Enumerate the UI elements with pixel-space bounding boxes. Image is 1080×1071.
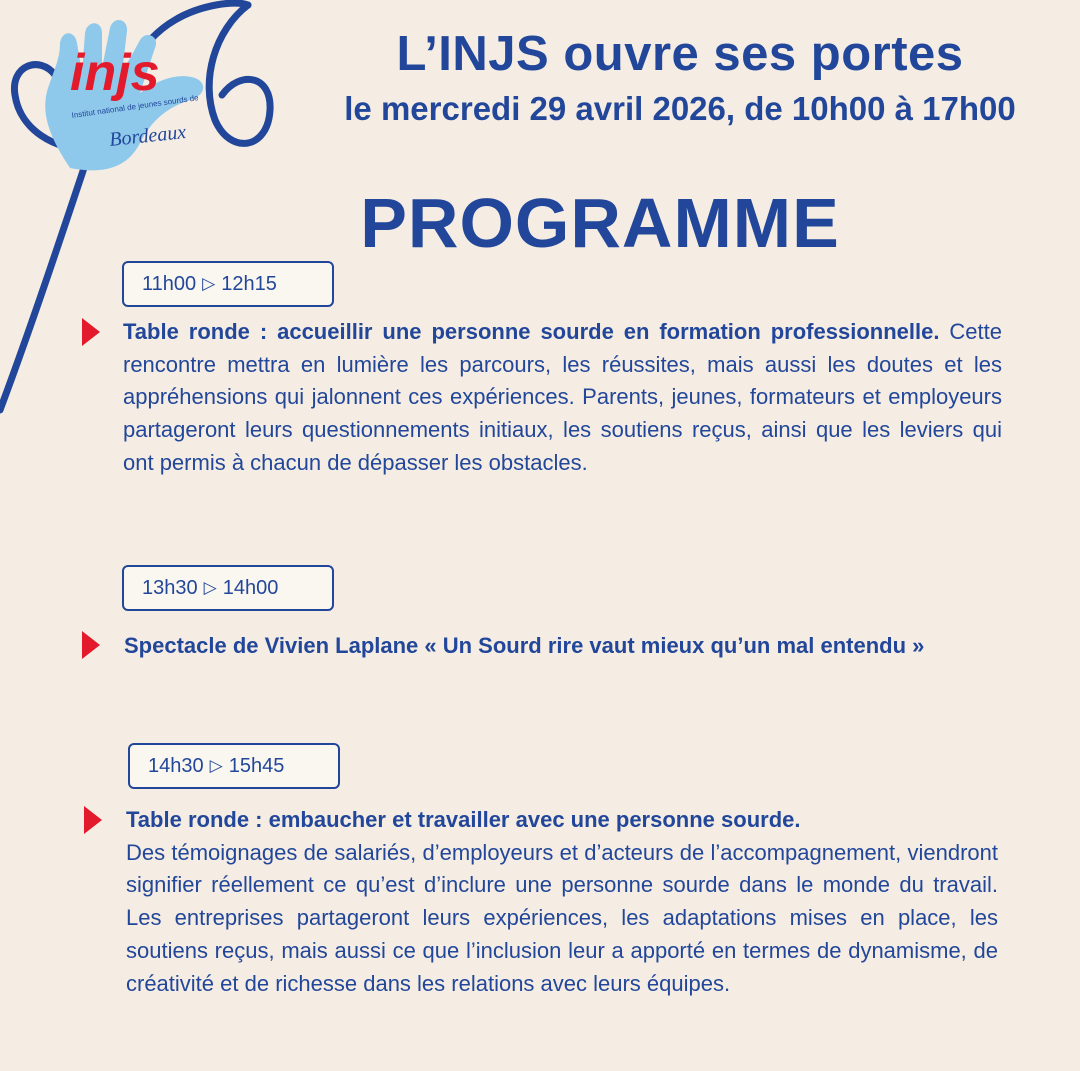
play-arrow-icon: ▷	[203, 578, 217, 597]
page-title: L’INJS ouvre ses portes	[396, 27, 964, 81]
bullet-marker-icon	[82, 631, 100, 659]
session-3-body: Des témoignages de salariés, d’employeurs et d’acteurs de l’accompagnement, viendront signifier réellement ce qu’est d’inclure une personne sourde dans le monde du travail. Les entreprises partageront leurs expériences, les adaptations mises en place, les soutiens reçus, mais aussi ce que l’inclusion leur a apporté en termes de dynamisme, de créativité et de richesse dans les relations avec leurs équipes.	[126, 839, 998, 996]
logo-main-text: injs	[70, 44, 160, 102]
logo-subtext: Institut national de jeunes sourds de	[71, 93, 200, 120]
session-2-title: Spectacle de Vivien Laplane « Un Sourd rire vaut mieux qu’un mal entendu »	[124, 633, 925, 658]
time-end: 15h45	[228, 754, 285, 777]
time-start: 13h30	[142, 576, 198, 599]
play-arrow-icon: ▷	[209, 756, 223, 775]
injs-logo	[30, 18, 220, 178]
time-start: 14h30	[148, 754, 204, 777]
time-slot-1	[122, 261, 334, 307]
session-3	[126, 804, 998, 1000]
play-arrow-icon: ▷	[202, 274, 216, 293]
session-1-title: Table ronde : accueillir une personne sourde en formation professionnelle.	[123, 319, 950, 344]
logo-city: Bordeaux	[108, 121, 188, 151]
session-3-title: Table ronde : embaucher et travailler avec une personne sourde.	[126, 807, 801, 832]
time-end: 12h15	[221, 272, 277, 295]
session-1-body: Cette rencontre mettra en lumière les parcours, les réussites, mais aussi les doutes et les appréhensions qui jalonnent ces expériences. Parents, jeunes, formateurs et employeurs partageront leurs questionnements initiaux, les soutiens reçus, ainsi que les leviers qui ont permis à chacun de dépasser les obstacles.	[123, 319, 1002, 475]
time-slot-3	[128, 743, 340, 789]
session-1	[123, 316, 1002, 480]
time-start: 11h00	[142, 272, 197, 295]
programme-heading: PROGRAMME	[360, 184, 840, 262]
time-slot-2	[122, 565, 334, 611]
event-date: le mercredi 29 avril 2026, de 10h00 à 17h00	[344, 90, 1016, 127]
bullet-marker-icon	[82, 318, 100, 346]
session-2	[124, 630, 996, 663]
bullet-marker-icon	[84, 806, 102, 834]
time-end: 14h00	[222, 576, 279, 599]
